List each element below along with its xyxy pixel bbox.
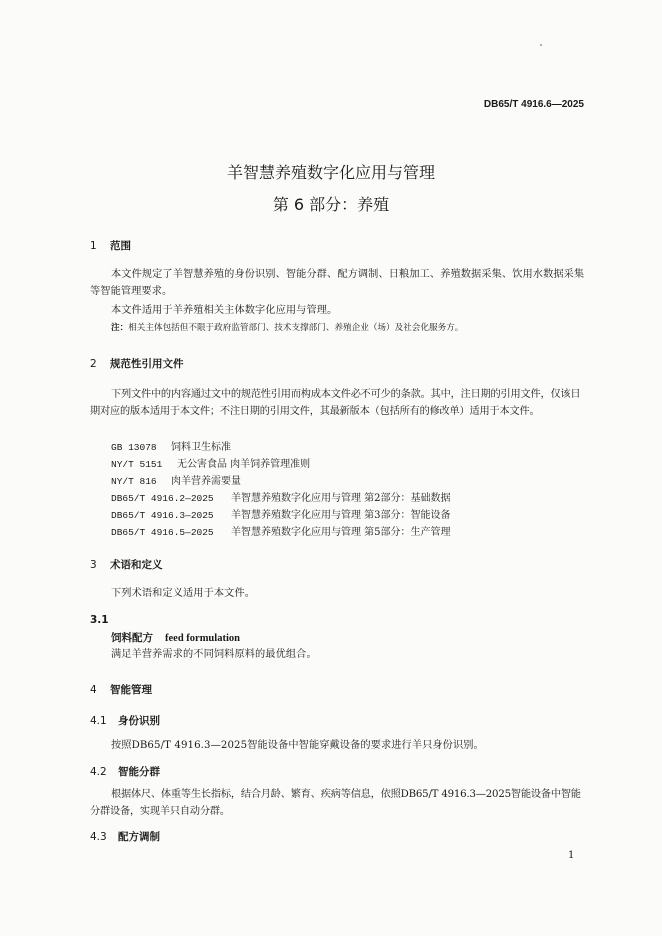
clause-number: 4.3 [90, 831, 107, 843]
section-heading-smart-management [90, 682, 152, 697]
reference-item [111, 506, 451, 521]
section-heading-scope [90, 238, 131, 253]
section-title: 范围 [110, 240, 131, 252]
scope-paragraph-1: 本文件规定了羊智慧养殖的身份识别、智能分群、配方调制、日粮加工、养殖数据采集、饮用水数据采集等智能管理要求。 [90, 269, 585, 297]
reference-title: 羊智慧养殖数字化应用与管理 第2部分：基础数据 [231, 493, 451, 504]
document-title: 羊智慧养殖数字化应用与管理 [226, 163, 435, 182]
reference-item [111, 455, 310, 470]
section-title: 规范性引用文件 [110, 358, 184, 370]
clause-heading-identification [90, 713, 160, 728]
reference-title: 无公害食品 肉羊饲养管理准则 [177, 459, 311, 470]
note-text: 相关主体包括但不限于政府监管部门、技术支撑部门、养殖企业（场）及社会化服务方。 [128, 323, 464, 333]
terms-intro-paragraph: 下列术语和定义适用于本文件。 [111, 588, 256, 599]
clause-heading-grouping [90, 764, 160, 779]
scope-note [111, 321, 463, 333]
term-definition: 满足羊营养需求的不同饲料原料的最优组合。 [111, 649, 317, 660]
clause-title: 智能分群 [118, 766, 160, 778]
section-number: 3 [90, 559, 97, 571]
section-heading-normative-references [90, 356, 184, 371]
section-title: 术语和定义 [110, 559, 163, 571]
reference-item [111, 489, 451, 504]
normative-intro-paragraph: 下列文件中的内容通过文中的规范性引用而构成本文件必不可少的条款。其中，注日期的引用文件，仅该日期对应的版本适用于本文件；不注日期的引用文件，其最新版本（包括所有的修改单）适用于本文件。 [90, 389, 581, 417]
reference-code: NY/T 816 [111, 476, 157, 487]
scope-paragraph-2: 本文件适用于羊养殖相关主体数字化应用与管理。 [111, 305, 338, 316]
reference-item [111, 523, 451, 538]
clause-number-3-1: 3.1 [90, 614, 109, 626]
clause-title: 配方调制 [118, 831, 160, 843]
section-title: 智能管理 [110, 684, 152, 696]
section-number: 4 [90, 684, 97, 696]
reference-title: 羊智慧养殖数字化应用与管理 第5部分：生产管理 [231, 527, 451, 538]
reference-title: 饲料卫生标准 [171, 442, 231, 453]
identification-paragraph: 按照DB65/T 4916.3—2025智能设备中智能穿戴设备的要求进行羊只身份识别。 [111, 740, 484, 751]
reference-item [111, 472, 241, 487]
document-subtitle: 第 6 部分：养殖 [272, 195, 390, 214]
reference-code: DB65/T 4916.5—2025 [111, 527, 214, 538]
reference-item [111, 438, 231, 453]
reference-code: GB 13078 [111, 442, 157, 453]
reference-code: DB65/T 4916.3—2025 [111, 510, 214, 521]
reference-title: 羊智慧养殖数字化应用与管理 第3部分：智能设备 [231, 510, 451, 521]
term-english: feed formulation [165, 633, 240, 644]
reference-code: NY/T 5151 [111, 459, 163, 470]
clause-heading-formulation [90, 829, 160, 844]
term-chinese: 饲料配方 [111, 632, 153, 644]
scan-speck [540, 44, 542, 46]
clause-number: 4.2 [90, 766, 107, 778]
grouping-paragraph: 根据体尺、体重等生长指标，结合月龄、繁育、疾病等信息，依照DB65/T 4916.3—2025智能设备中智能分群设备，实现羊只自动分群。 [90, 789, 581, 817]
clause-title: 身份识别 [118, 715, 160, 727]
section-number: 1 [90, 240, 97, 252]
term-entry [111, 630, 240, 645]
section-number: 2 [90, 358, 97, 370]
document-code: DB65/T 4916.6—2025 [483, 99, 584, 110]
reference-title: 肉羊营养需要量 [171, 476, 241, 487]
page-number: 1 [568, 850, 575, 861]
section-heading-terms [90, 557, 163, 572]
reference-code: DB65/T 4916.2—2025 [111, 493, 214, 504]
note-label: 注： [111, 323, 129, 333]
clause-number: 4.1 [90, 715, 107, 727]
